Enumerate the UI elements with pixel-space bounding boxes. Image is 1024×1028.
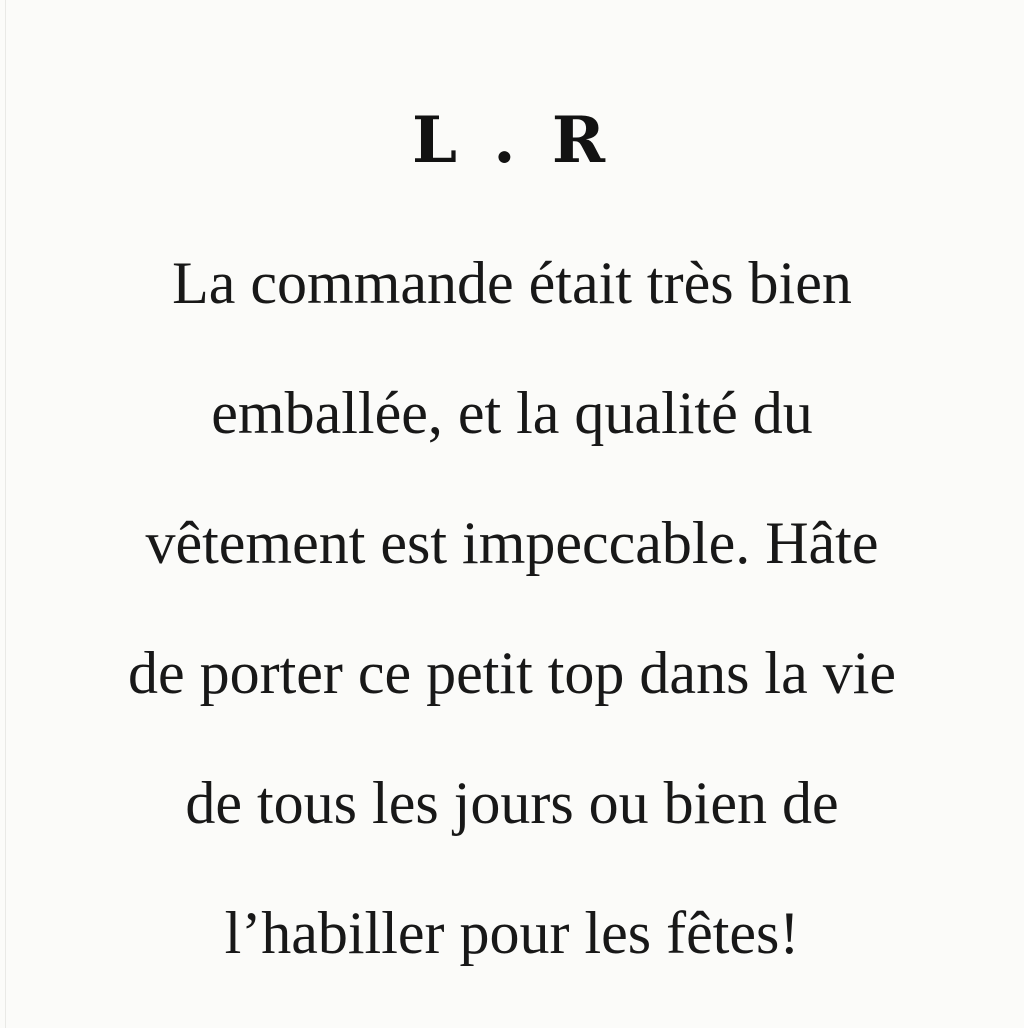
review-line: La commande était très bien [172,250,852,317]
review-line: l’habiller pour les fêtes! [224,900,800,967]
review-line: emballée, et la qualité du [211,380,813,447]
review-line: de tous les jours ou bien de [185,770,839,837]
left-edge-divider [5,0,6,1028]
review-line: de porter ce petit top dans la vie [127,640,897,707]
review-text [0,218,1024,998]
review-line: vêtement est impeccable. Hâte [145,510,879,577]
reviewer-initials: L . R [411,103,613,178]
